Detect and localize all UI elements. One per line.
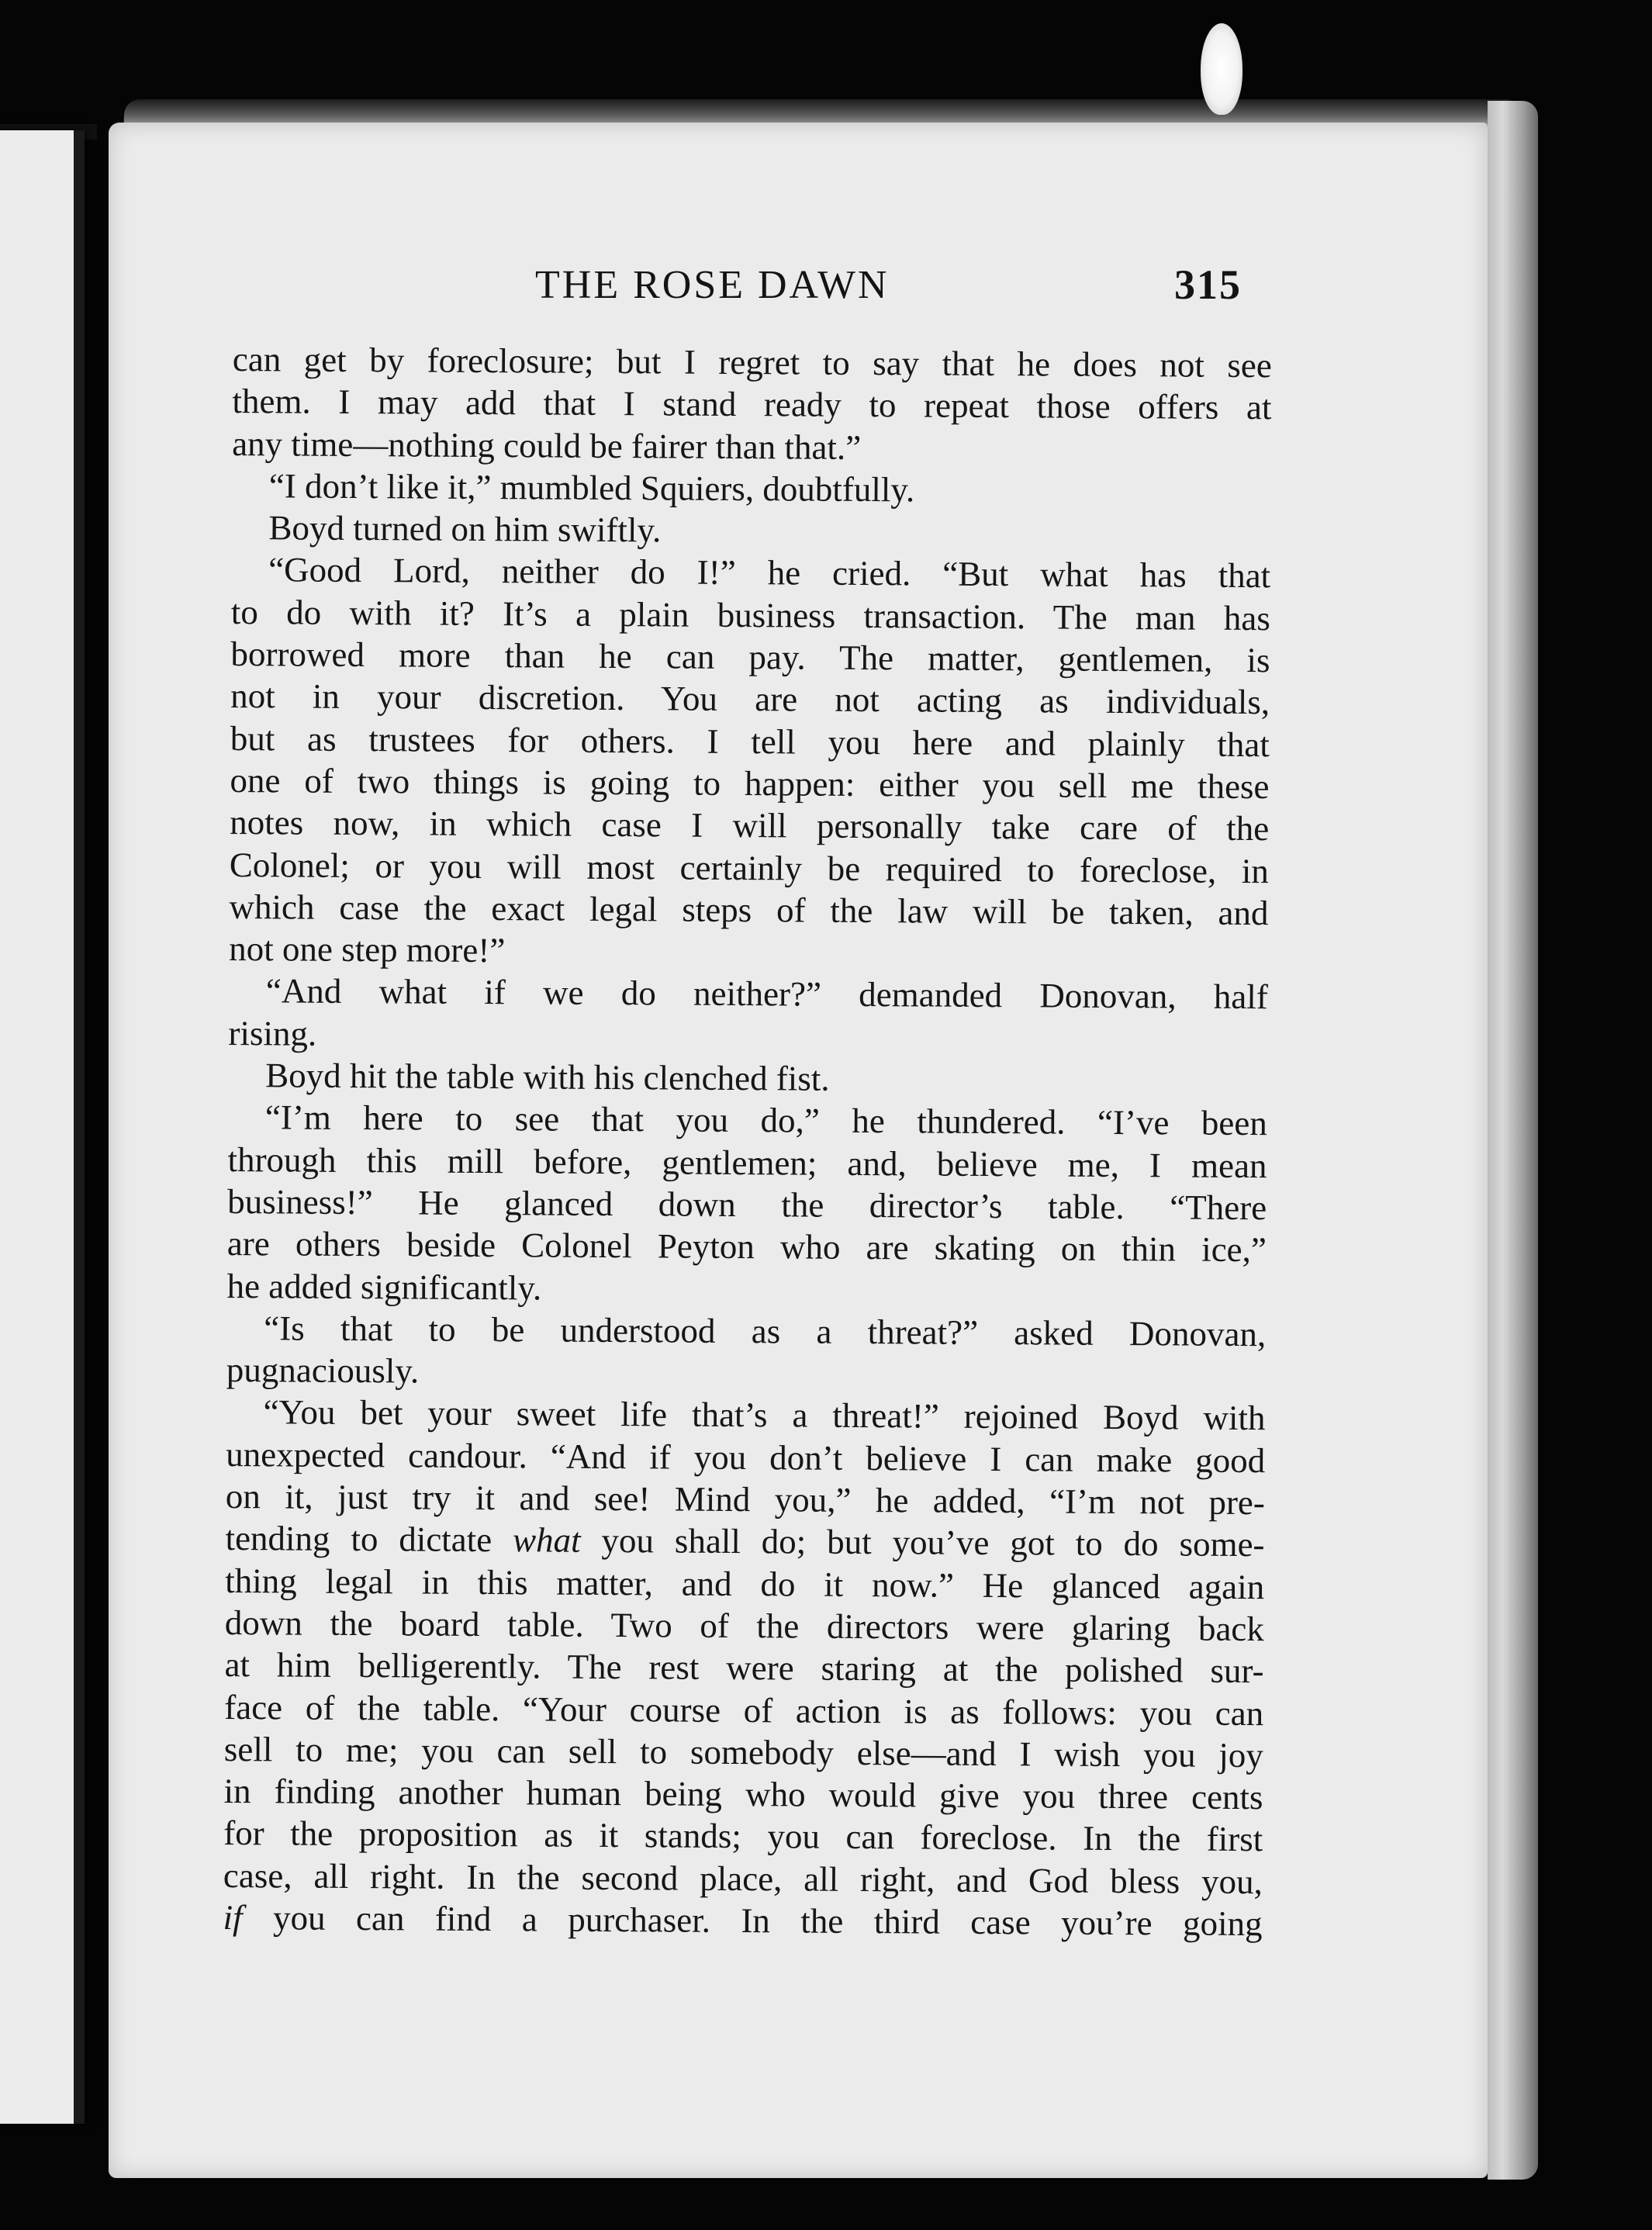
text-line: but as trustees for others. I tell you here and plainly that [230,718,1270,764]
text-line: are others beside Colonel Peyton who are skating on thin ice,” [226,1224,1267,1270]
text-segment: you can find a purchaser. In the third case you’re going [242,1898,1263,1944]
text-line: Boyd hit the table with his clenched fist. [265,1056,830,1098]
text-line: any time—nothing could be fairer than that.” [232,424,862,467]
text-segment: tending to dictate [225,1519,513,1560]
text-line [223,1896,1262,1945]
text-line: on it, just try it and see! Mind you,” he added, “I’m not pre- [225,1476,1266,1523]
page-top-edge-shadow [124,99,1521,126]
previous-page-edge [0,130,85,2124]
page-fore-edge [1488,101,1538,2180]
text-line: not one step more!” [229,929,506,970]
text-line: in finding another human being who would give you three cents [223,1772,1263,1817]
text-line: “I’m here to see that you do,” he thundered. “I’ve been [264,1098,1267,1143]
text-line: business!” He glanced down the director’s table. “There [227,1181,1267,1228]
text-line: “Is that to be understood as a threat?” asked Donovan, [264,1309,1267,1354]
italic-emphasis: if [223,1897,243,1938]
text-line: through this mill before, gentlemen; and, believe me, I mean [227,1139,1267,1185]
text-line: notes now, in which case I will personally take care of the [230,803,1270,849]
text-line: face of the table. “Your course of action is as follows: you can [224,1687,1264,1733]
text-line: which case the exact legal steps of the law will be taken, and [229,887,1269,933]
text-line: sell to me; you can sell to somebody else—and I wish you joy [223,1729,1264,1775]
text-line: borrowed more than he can pay. The matter, gentlemen, is [230,634,1270,680]
text-line: thing legal in this matter, and do it now.” He glanced again [225,1561,1265,1606]
text-line [225,1517,1264,1565]
text-line: to do with it? It’s a plain business transaction. The man has [230,592,1270,638]
text-line: at him belligerently. The rest were staring at the polished sur- [224,1645,1264,1691]
text-line: Colonel; or you will most certainly be required to foreclose, in [229,845,1269,890]
text-line: unexpected candour. “And if you don’t believe I can make good [226,1434,1266,1480]
text-line: for the proposition as it stands; you can foreclose. In the first [223,1813,1263,1859]
body-text [223,338,1272,1945]
italic-emphasis: what [512,1520,581,1561]
text-line: one of two things is going to happen: either you sell me these [230,760,1270,807]
text-segment: you shall do; but you’ve got to do some- [580,1521,1265,1564]
text-line: down the board table. Two of the directors were glaring back [224,1602,1265,1649]
text-line: “You bet your sweet life that’s a threat!” rejoined Boyd with [263,1392,1266,1438]
text-line: not in your discretion. You are not acting as individuals, [230,676,1270,722]
text-line: “I don’t like it,” mumbled Squiers, doubtfully. [268,466,915,510]
text-line: “Good Lord, neither do I!” he cried. “But what has that [268,550,1271,596]
text-line: rising. [228,1013,317,1053]
page-number: 315 [1174,261,1242,308]
text-line: case, all right. In the second place, all right, and God bless you, [223,1855,1263,1901]
running-title: THE ROSE DAWN [535,263,890,307]
text-line: he added significantly. [226,1266,542,1307]
text-line: Boyd turned on him swiftly. [268,508,662,550]
text-line: them. I may add that I stand ready to repeat those offers at [232,382,1272,427]
text-line: can get by foreclosure; but I regret to say that he does not see [232,339,1272,385]
text-line: “And what if we do neither?” demanded Donovan, half [265,971,1268,1017]
text-line: pugnaciously. [226,1350,420,1391]
scan-clip-mark [1201,23,1242,115]
